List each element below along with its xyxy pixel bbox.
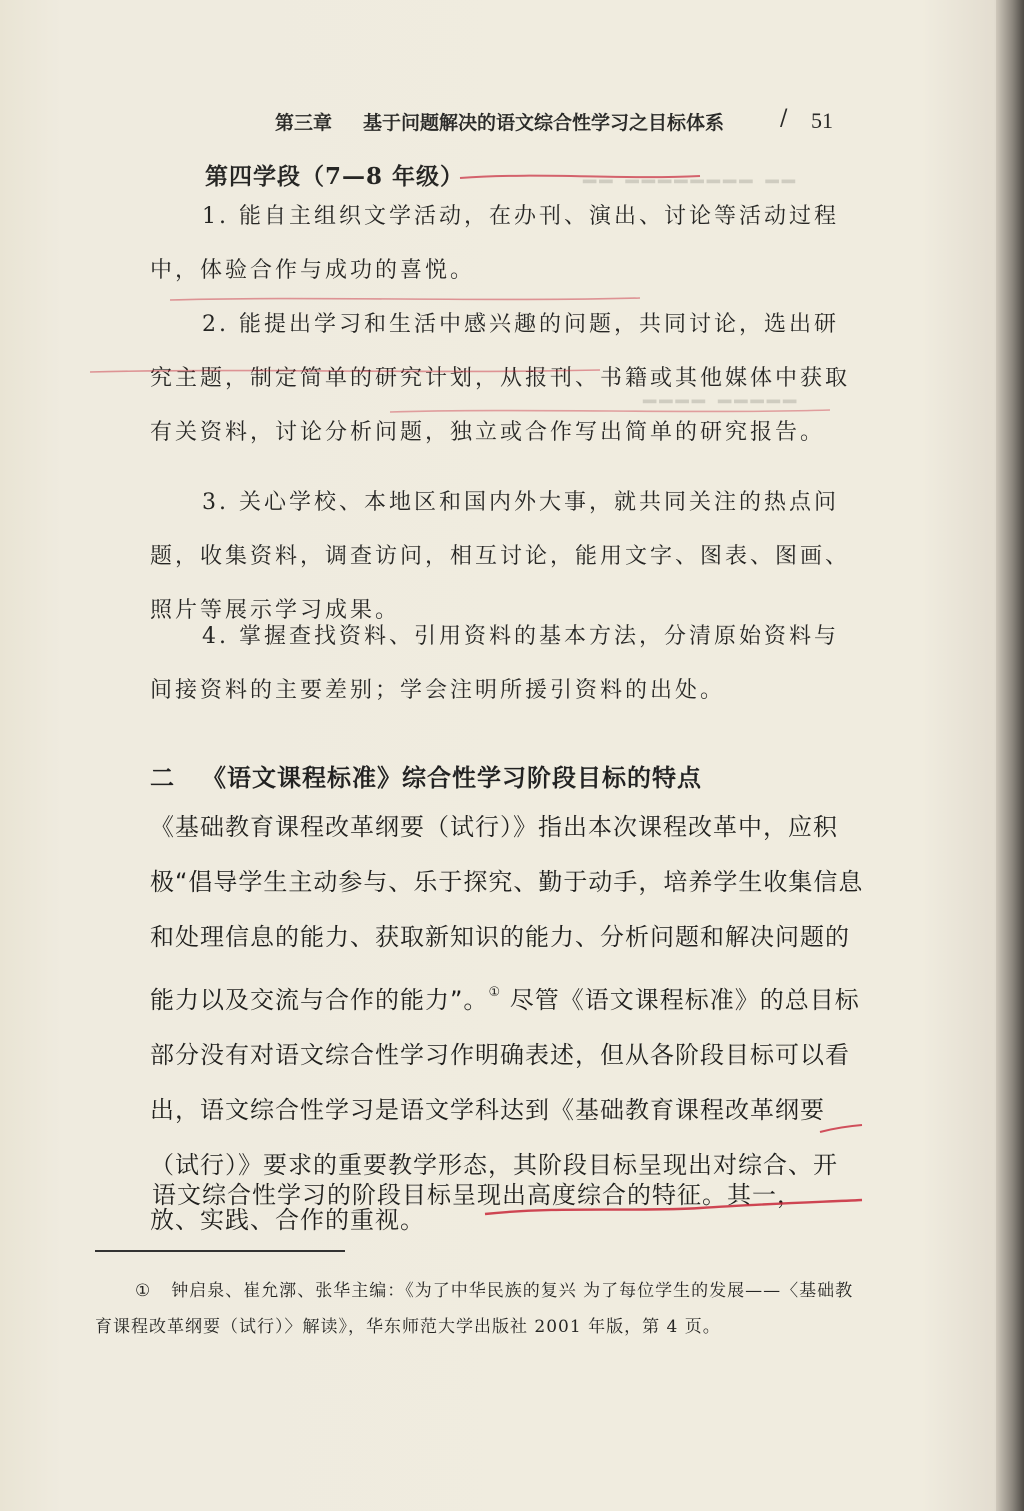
section-heading: 第四学段（7—8 年级） [205, 163, 465, 190]
goal-item: 2. 能提出学习和生活中感兴趣的问题，共同讨论，选出研究主题，制定简单的研究计划，从报刊、书籍或其他媒体中获取有关资料，讨论分析问题，独立或合作写出简单的研究报告。 [150, 312, 851, 445]
subsection-number: 二 [150, 763, 175, 792]
goal-item: 3. 关心学校、本地区和国内外大事，就共同关注的热点问题，收集资料，调查访问，相互讨论，能用文字、图表、图画、照片等展示学习成果。 [150, 490, 851, 623]
footnote-reference[interactable]: ① [488, 985, 502, 1000]
header-separator: / [780, 106, 788, 131]
paragraph-text: 《基础教育课程改革纲要（试行）》指出本次课程改革中，应积极“倡导学生主动参与、乐于探究、勤于动手，培养学生收集信息和处理信息的能力、获取新知识的能力、分析问题和解决问题的能力以及交流与合作的能力”。 [150, 813, 864, 1014]
page-number: 51 [811, 108, 833, 133]
goal-item: 4. 掌握查找资料、引用资料的基本方法，分清原始资料与间接资料的主要差别；学会注明所援引资料的出处。 [150, 624, 839, 703]
footnote-rule [95, 1250, 345, 1252]
chapter-title: 基于问题解决的语文综合性学习之目标体系 [363, 112, 725, 134]
bleed-through-text: ━━━━━ ━━━━ [640, 390, 797, 415]
subsection-title: 《语文课程标准》综合性学习阶段目标的特点 [202, 763, 702, 792]
bleed-through-text: ━━ ━━━━━━━━ ━━ [580, 170, 795, 195]
footnote [95, 1273, 863, 1345]
body-paragraph: 语文综合性学习的阶段目标呈现出高度综合的特征。其一， [152, 1181, 802, 1209]
footnote-text: 钟启泉、崔允漷、张华主编：《为了中华民族的复兴 为了每位学生的发展——〈基础教育课程改革纲要（试行）〉解读》，华东师范大学出版社 2001 年版，第 4 页。 [95, 1281, 854, 1337]
goal-item: 1. 能自主组织文学活动，在办刊、演出、讨论等活动过程中，体验合作与成功的喜悦。 [150, 204, 839, 283]
footnote-marker: ① [135, 1281, 152, 1301]
running-header [275, 108, 835, 138]
page-edge-shadow [996, 0, 1024, 1511]
paragraph-text: 尽管《语文课程标准》的总目标部分没有对语文综合性学习作明确表述，但从各阶段目标可以看出，语文综合性学习是语文学科达到《基础教育课程改革纲要（试行）》要求的重要教学形态，其阶段目标呈现出对综合、开放、实践、合作的重视。 [150, 986, 860, 1234]
chapter-label: 第三章 [275, 112, 333, 134]
